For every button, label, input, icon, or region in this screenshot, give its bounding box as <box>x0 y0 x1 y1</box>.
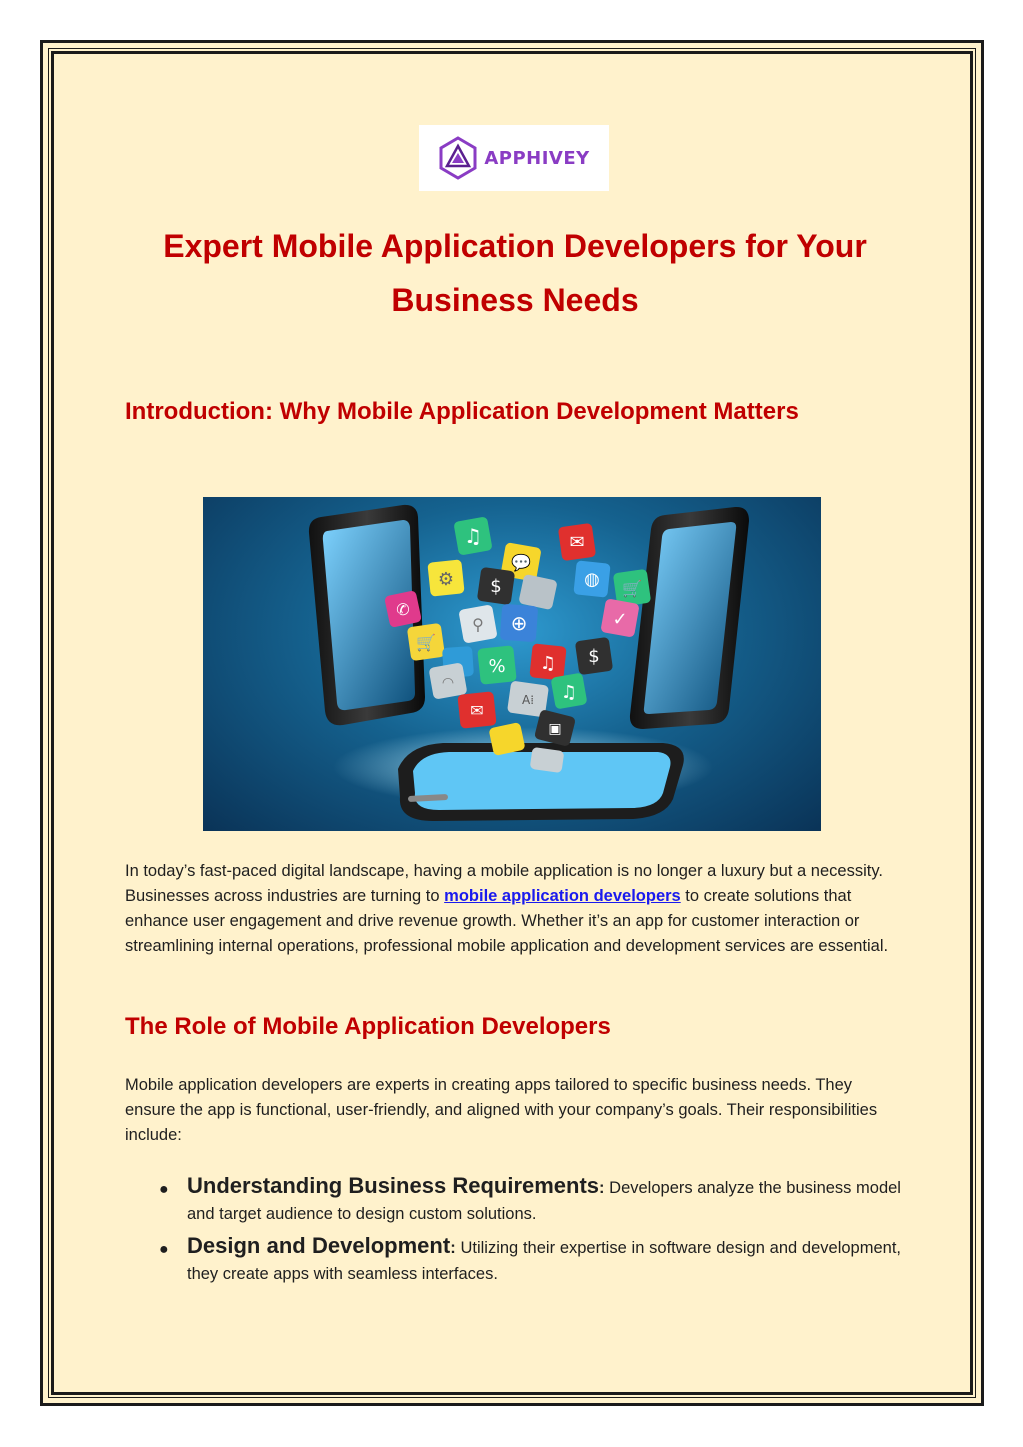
bullet-text: Utilizing their expertise in software design and development, they create apps with seamless interfaces. <box>187 1239 901 1283</box>
intro-text-end: to create solutions that enhance user engagement and drive revenue growth. Whether it’s an app for customer interaction or streamlining internal operations, professional mobile application and development services are essential. <box>125 887 889 955</box>
hero-illustration <box>203 497 821 831</box>
svg-text:🛒: 🛒 <box>416 633 436 652</box>
logo-wordmark: APPHIVEY <box>484 147 590 169</box>
svg-text:♫: ♫ <box>560 682 578 703</box>
svg-text:◠: ◠ <box>441 675 455 691</box>
svg-text:$: $ <box>490 576 502 597</box>
intro-paragraph <box>125 859 901 959</box>
svg-text:💬: 💬 <box>511 553 531 572</box>
bullet-term: Design and Development <box>187 1233 451 1258</box>
svg-text:⊕: ⊕ <box>510 611 528 635</box>
bullet-separator: : <box>450 1239 456 1257</box>
svg-text:✓: ✓ <box>612 609 628 630</box>
intro-heading: Introduction: Why Mobile Application Development Matters <box>125 398 799 425</box>
intro-text-start: In today’s fast-paced digital landscape, having a mobile application is no longer a luxury but a necessity. Businesses across industries are turning to <box>125 862 883 905</box>
svg-text:A⁞: A⁞ <box>521 693 535 707</box>
right-phone <box>630 507 749 729</box>
svg-text:✉: ✉ <box>470 701 484 720</box>
responsibilities-list <box>125 1173 901 1293</box>
svg-text:🛒: 🛒 <box>622 579 642 598</box>
svg-text:♫: ♫ <box>539 653 557 674</box>
svg-text:⚙: ⚙ <box>437 569 455 590</box>
svg-text:▣: ▣ <box>548 721 562 737</box>
svg-text:◍: ◍ <box>584 569 600 590</box>
hexagon-logo-icon <box>438 136 478 180</box>
mobile-app-developers-link[interactable]: mobile application developers <box>444 887 681 905</box>
svg-text:✉: ✉ <box>569 532 585 553</box>
bullet-separator: : <box>599 1179 605 1197</box>
bullet-term: Understanding Business Requirements <box>187 1173 600 1198</box>
bullet-icon: ● <box>159 1241 169 1258</box>
svg-text:⚲: ⚲ <box>472 615 484 634</box>
page-title: Expert Mobile Application Developers for Your Business Needs <box>163 228 867 318</box>
list-item <box>125 1173 901 1227</box>
svg-text:✆: ✆ <box>396 600 410 619</box>
apphivey-logo <box>419 125 609 191</box>
hero-image <box>203 497 821 831</box>
svg-text:♫: ♫ <box>464 524 482 548</box>
document-page <box>40 40 984 1406</box>
list-item <box>125 1233 901 1287</box>
role-paragraph: Mobile application developers are experts in creating apps tailored to specific business needs. They ensure the app is functional, user-friendly, and aligned with your company’s goals. Their responsibilities include: <box>125 1076 878 1144</box>
bullet-text: Developers analyze the business model and target audience to design custom solutions. <box>187 1179 901 1223</box>
svg-text:%: % <box>488 656 506 677</box>
role-heading: The Role of Mobile Application Developers <box>125 1013 611 1040</box>
svg-text:$: $ <box>588 646 600 667</box>
bullet-icon: ● <box>159 1181 169 1198</box>
